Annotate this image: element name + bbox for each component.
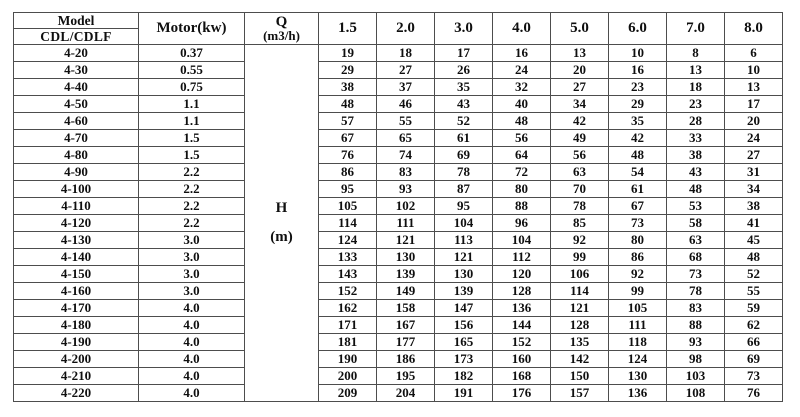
head-value-cell: 95: [435, 198, 493, 215]
head-value-cell: 182: [435, 368, 493, 385]
head-value-cell: 13: [551, 45, 609, 62]
head-value-cell: 48: [609, 147, 667, 164]
head-value-cell: 17: [725, 96, 783, 113]
pump-spec-table: [13, 12, 783, 402]
head-value-cell: 37: [377, 79, 435, 96]
head-value-cell: 191: [435, 385, 493, 402]
head-value-cell: 35: [435, 79, 493, 96]
head-value-cell: 34: [725, 181, 783, 198]
head-value-cell: 93: [667, 334, 725, 351]
head-value-cell: 142: [551, 351, 609, 368]
head-value-cell: 46: [377, 96, 435, 113]
head-value-cell: 181: [319, 334, 377, 351]
head-value-cell: 88: [667, 317, 725, 334]
h-symbol: H: [275, 200, 288, 216]
head-value-cell: 102: [377, 198, 435, 215]
head-value-cell: 108: [667, 385, 725, 402]
table-row: [14, 266, 783, 283]
head-value-cell: 173: [435, 351, 493, 368]
motor-power-cell: 0.37: [139, 45, 245, 62]
head-value-cell: 18: [377, 45, 435, 62]
model-series-header: CDL/CDLF: [14, 29, 139, 45]
head-value-cell: 16: [609, 62, 667, 79]
head-value-cell: 150: [551, 368, 609, 385]
head-value-cell: 149: [377, 283, 435, 300]
head-value-cell: 38: [725, 198, 783, 215]
head-value-cell: 43: [435, 96, 493, 113]
flow-col-header: 3.0: [435, 13, 493, 45]
motor-power-cell: 2.2: [139, 164, 245, 181]
head-value-cell: 130: [377, 249, 435, 266]
table-row: [14, 351, 783, 368]
head-value-cell: 190: [319, 351, 377, 368]
motor-power-cell: 4.0: [139, 334, 245, 351]
head-value-cell: 118: [609, 334, 667, 351]
model-header: Model: [14, 13, 139, 29]
head-value-cell: 121: [551, 300, 609, 317]
head-value-cell: 67: [609, 198, 667, 215]
q-unit: (m3/h): [263, 27, 300, 43]
table-body: [14, 45, 783, 402]
head-value-cell: 186: [377, 351, 435, 368]
head-value-cell: 43: [667, 164, 725, 181]
head-value-cell: 80: [609, 232, 667, 249]
head-value-cell: 121: [377, 232, 435, 249]
motor-power-cell: 1.5: [139, 147, 245, 164]
table-row: [14, 300, 783, 317]
head-value-cell: 76: [319, 147, 377, 164]
head-value-cell: 52: [435, 113, 493, 130]
motor-power-cell: 3.0: [139, 249, 245, 266]
flow-col-header: 2.0: [377, 13, 435, 45]
head-value-cell: 111: [609, 317, 667, 334]
head-value-cell: 171: [319, 317, 377, 334]
head-value-cell: 69: [435, 147, 493, 164]
head-value-cell: 78: [667, 283, 725, 300]
head-value-cell: 38: [667, 147, 725, 164]
table-row: [14, 368, 783, 385]
table-row: [14, 147, 783, 164]
head-value-cell: 103: [667, 368, 725, 385]
model-cell: 4-100: [14, 181, 139, 198]
model-cell: 4-50: [14, 96, 139, 113]
head-value-cell: 200: [319, 368, 377, 385]
motor-power-cell: 0.75: [139, 79, 245, 96]
head-value-cell: 195: [377, 368, 435, 385]
motor-power-cell: 2.2: [139, 215, 245, 232]
table-row: [14, 45, 783, 62]
model-cell: 4-210: [14, 368, 139, 385]
head-value-cell: 65: [377, 130, 435, 147]
head-value-cell: 62: [725, 317, 783, 334]
model-cell: 4-110: [14, 198, 139, 215]
head-value-cell: 83: [377, 164, 435, 181]
head-value-cell: 85: [551, 215, 609, 232]
motor-power-cell: 4.0: [139, 385, 245, 402]
head-value-cell: 56: [493, 130, 551, 147]
table-row: [14, 79, 783, 96]
model-cell: 4-20: [14, 45, 139, 62]
table-row: [14, 215, 783, 232]
head-value-cell: 152: [493, 334, 551, 351]
head-value-cell: 98: [667, 351, 725, 368]
head-value-cell: 124: [609, 351, 667, 368]
head-value-cell: 32: [493, 79, 551, 96]
head-value-cell: 87: [435, 181, 493, 198]
head-value-cell: 144: [493, 317, 551, 334]
head-value-cell: 76: [725, 385, 783, 402]
model-cell: 4-160: [14, 283, 139, 300]
model-cell: 4-30: [14, 62, 139, 79]
model-cell: 4-190: [14, 334, 139, 351]
motor-power-cell: 3.0: [139, 232, 245, 249]
table-row: [14, 113, 783, 130]
table-row: [14, 317, 783, 334]
head-value-cell: 63: [551, 164, 609, 181]
head-value-cell: 19: [319, 45, 377, 62]
head-value-cell: 48: [725, 249, 783, 266]
head-value-cell: 136: [493, 300, 551, 317]
head-value-cell: 135: [551, 334, 609, 351]
head-value-cell: 114: [319, 215, 377, 232]
head-value-cell: 34: [551, 96, 609, 113]
head-value-cell: 6: [725, 45, 783, 62]
head-value-cell: 42: [551, 113, 609, 130]
head-value-cell: 61: [609, 181, 667, 198]
head-value-cell: 68: [667, 249, 725, 266]
motor-power-cell: 4.0: [139, 317, 245, 334]
head-value-cell: 104: [435, 215, 493, 232]
head-value-cell: 24: [725, 130, 783, 147]
head-value-cell: 136: [609, 385, 667, 402]
model-cell: 4-220: [14, 385, 139, 402]
flow-q-header: [245, 13, 319, 45]
head-value-cell: 95: [319, 181, 377, 198]
head-value-cell: 8: [667, 45, 725, 62]
head-value-cell: 27: [725, 147, 783, 164]
head-value-cell: 64: [493, 147, 551, 164]
head-value-cell: 80: [493, 181, 551, 198]
head-value-cell: 157: [551, 385, 609, 402]
head-value-cell: 112: [493, 249, 551, 266]
head-value-cell: 124: [319, 232, 377, 249]
motor-power-cell: 0.55: [139, 62, 245, 79]
motor-power-cell: 3.0: [139, 283, 245, 300]
model-cell: 4-80: [14, 147, 139, 164]
head-value-cell: 176: [493, 385, 551, 402]
head-value-cell: 73: [725, 368, 783, 385]
head-value-cell: 72: [493, 164, 551, 181]
head-value-cell: 42: [609, 130, 667, 147]
head-value-cell: 67: [319, 130, 377, 147]
head-value-cell: 158: [377, 300, 435, 317]
head-value-cell: 27: [551, 79, 609, 96]
motor-power-cell: 2.2: [139, 198, 245, 215]
motor-power-cell: 4.0: [139, 351, 245, 368]
head-value-cell: 177: [377, 334, 435, 351]
head-value-cell: 48: [667, 181, 725, 198]
motor-power-cell: 4.0: [139, 368, 245, 385]
head-value-cell: 63: [667, 232, 725, 249]
model-cell: 4-60: [14, 113, 139, 130]
motor-power-cell: 3.0: [139, 266, 245, 283]
motor-power-cell: 1.1: [139, 96, 245, 113]
head-value-cell: 93: [377, 181, 435, 198]
motor-power-cell: 2.2: [139, 181, 245, 198]
flow-col-header: 1.5: [319, 13, 377, 45]
model-cell: 4-150: [14, 266, 139, 283]
head-value-cell: 29: [609, 96, 667, 113]
table-row: [14, 283, 783, 300]
head-value-cell: 48: [493, 113, 551, 130]
head-value-cell: 10: [609, 45, 667, 62]
head-value-cell: 162: [319, 300, 377, 317]
head-value-cell: 143: [319, 266, 377, 283]
model-cell: 4-120: [14, 215, 139, 232]
head-value-cell: 92: [609, 266, 667, 283]
head-value-cell: 49: [551, 130, 609, 147]
head-value-cell: 99: [609, 283, 667, 300]
head-value-cell: 105: [319, 198, 377, 215]
head-value-cell: 55: [377, 113, 435, 130]
table-row: [14, 130, 783, 147]
head-value-cell: 73: [667, 266, 725, 283]
head-value-cell: 86: [609, 249, 667, 266]
head-value-cell: 111: [377, 215, 435, 232]
head-value-cell: 20: [725, 113, 783, 130]
head-value-cell: 24: [493, 62, 551, 79]
table-row: [14, 249, 783, 266]
head-value-cell: 121: [435, 249, 493, 266]
head-value-cell: 48: [319, 96, 377, 113]
flow-col-header: 4.0: [493, 13, 551, 45]
model-cell: 4-90: [14, 164, 139, 181]
head-value-cell: 13: [725, 79, 783, 96]
head-value-cell: 106: [551, 266, 609, 283]
head-value-cell: 120: [493, 266, 551, 283]
head-value-cell: 54: [609, 164, 667, 181]
head-value-cell: 78: [551, 198, 609, 215]
table-row: [14, 181, 783, 198]
table-row: [14, 198, 783, 215]
head-value-cell: 57: [319, 113, 377, 130]
head-value-cell: 105: [609, 300, 667, 317]
model-cell: 4-180: [14, 317, 139, 334]
model-cell: 4-130: [14, 232, 139, 249]
head-value-cell: 10: [725, 62, 783, 79]
head-value-cell: 38: [319, 79, 377, 96]
head-value-cell: 96: [493, 215, 551, 232]
head-value-cell: 99: [551, 249, 609, 266]
motor-power-cell: 1.1: [139, 113, 245, 130]
head-value-cell: 78: [435, 164, 493, 181]
head-value-cell: 73: [609, 215, 667, 232]
model-cell: 4-140: [14, 249, 139, 266]
head-value-cell: 35: [609, 113, 667, 130]
head-value-cell: 23: [609, 79, 667, 96]
head-unit-cell: [245, 45, 319, 402]
head-value-cell: 16: [493, 45, 551, 62]
head-value-cell: 92: [551, 232, 609, 249]
head-value-cell: 209: [319, 385, 377, 402]
flow-col-header: 8.0: [725, 13, 783, 45]
head-value-cell: 13: [667, 62, 725, 79]
table-row: [14, 385, 783, 402]
table-row: [14, 62, 783, 79]
head-value-cell: 41: [725, 215, 783, 232]
head-value-cell: 20: [551, 62, 609, 79]
head-value-cell: 128: [551, 317, 609, 334]
head-value-cell: 128: [493, 283, 551, 300]
flow-col-header: 6.0: [609, 13, 667, 45]
head-value-cell: 58: [667, 215, 725, 232]
head-value-cell: 139: [377, 266, 435, 283]
head-value-cell: 31: [725, 164, 783, 181]
model-cell: 4-40: [14, 79, 139, 96]
table-row: [14, 164, 783, 181]
table-header: [14, 13, 783, 45]
head-value-cell: 130: [435, 266, 493, 283]
head-value-cell: 28: [667, 113, 725, 130]
head-value-cell: 152: [319, 283, 377, 300]
head-value-cell: 204: [377, 385, 435, 402]
head-value-cell: 45: [725, 232, 783, 249]
head-value-cell: 168: [493, 368, 551, 385]
head-value-cell: 88: [493, 198, 551, 215]
h-unit: (m): [270, 229, 293, 245]
head-value-cell: 160: [493, 351, 551, 368]
head-value-cell: 23: [667, 96, 725, 113]
motor-header: Motor(kw): [139, 13, 245, 45]
head-value-cell: 66: [725, 334, 783, 351]
head-value-cell: 69: [725, 351, 783, 368]
head-value-cell: 130: [609, 368, 667, 385]
head-value-cell: 18: [667, 79, 725, 96]
table-row: [14, 96, 783, 113]
head-value-cell: 29: [319, 62, 377, 79]
head-value-cell: 156: [435, 317, 493, 334]
head-value-cell: 139: [435, 283, 493, 300]
flow-col-header: 7.0: [667, 13, 725, 45]
q-symbol: Q: [275, 13, 288, 30]
motor-power-cell: 4.0: [139, 300, 245, 317]
table-row: [14, 232, 783, 249]
head-value-cell: 26: [435, 62, 493, 79]
head-value-cell: 167: [377, 317, 435, 334]
head-value-cell: 133: [319, 249, 377, 266]
model-cell: 4-200: [14, 351, 139, 368]
head-value-cell: 52: [725, 266, 783, 283]
head-value-cell: 56: [551, 147, 609, 164]
head-value-cell: 74: [377, 147, 435, 164]
head-value-cell: 70: [551, 181, 609, 198]
head-value-cell: 17: [435, 45, 493, 62]
head-value-cell: 27: [377, 62, 435, 79]
head-value-cell: 53: [667, 198, 725, 215]
head-value-cell: 61: [435, 130, 493, 147]
head-value-cell: 83: [667, 300, 725, 317]
head-value-cell: 104: [493, 232, 551, 249]
motor-power-cell: 1.5: [139, 130, 245, 147]
head-value-cell: 86: [319, 164, 377, 181]
flow-col-header: 5.0: [551, 13, 609, 45]
head-value-cell: 114: [551, 283, 609, 300]
head-value-cell: 59: [725, 300, 783, 317]
table-row: [14, 334, 783, 351]
head-value-cell: 40: [493, 96, 551, 113]
model-cell: 4-70: [14, 130, 139, 147]
head-value-cell: 113: [435, 232, 493, 249]
head-value-cell: 165: [435, 334, 493, 351]
model-cell: 4-170: [14, 300, 139, 317]
head-value-cell: 33: [667, 130, 725, 147]
head-value-cell: 55: [725, 283, 783, 300]
head-value-cell: 147: [435, 300, 493, 317]
